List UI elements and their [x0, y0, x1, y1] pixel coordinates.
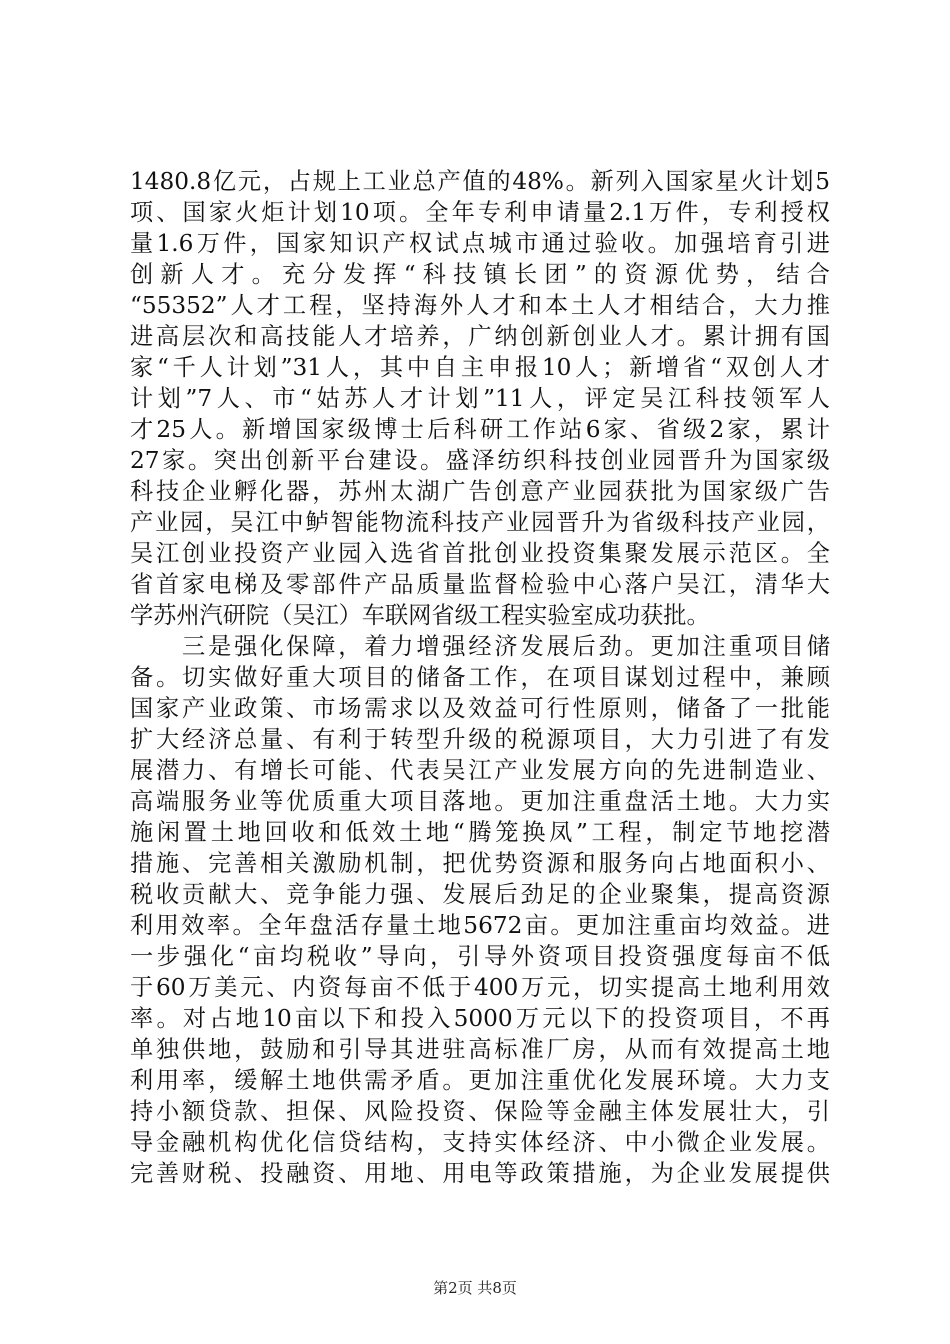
text-line: 持小额贷款、担保、风险投资、保险等金融主体发展壮大，引 [130, 1098, 830, 1125]
text-line: 吴江创业投资产业园入选省首批创业投资集聚发展示范区。全 [130, 540, 830, 567]
text-line: 项、国家火炬计划10项。全年专利申请量2.1万件，专利授权 [130, 199, 830, 226]
text-line: 国家产业政策、市场需求以及效益可行性原则，储备了一批能 [130, 695, 830, 722]
text-line: 于60万美元、内资每亩不低于400万元，切实提高土地利用效 [130, 974, 830, 1001]
text-line: 一步强化“亩均税收”导向，引导外资项目投资强度每亩不低 [130, 943, 830, 970]
text-line: 施闲置土地回收和低效土地“腾笼换凤”工程，制定节地挖潜 [130, 819, 830, 846]
text-line: 学苏州汽研院（吴江）车联网省级工程实验室成功获批。 [130, 602, 710, 629]
text-line: 省首家电梯及零部件产品质量监督检验中心落户吴江，清华大 [130, 571, 830, 598]
text-line: 展潜力、有增长可能、代表吴江产业发展方向的先进制造业、 [130, 757, 830, 784]
text-line: 27家。突出创新平台建设。盛泽纺织科技创业园晋升为国家级 [130, 447, 830, 474]
body-text [130, 166, 830, 1189]
text-line: 率。对占地10亩以下和投入5000万元以下的投资项目，不再 [130, 1005, 830, 1032]
text-line: 才25人。新增国家级博士后科研工作站6家、省级2家，累计 [130, 416, 830, 443]
text-line: 利用率，缓解土地供需矛盾。更加注重优化发展环境。大力支 [130, 1067, 830, 1094]
text-line: 量1.6万件，国家知识产权试点城市通过验收。加强培育引进 [130, 230, 830, 257]
text-line: 产业园，吴江中鲈智能物流科技产业园晋升为省级科技产业园， [130, 509, 830, 536]
text-line: 扩大经济总量、有利于转型升级的税源项目，大力引进了有发 [130, 726, 830, 753]
text-line: 备。切实做好重大项目的储备工作，在项目谋划过程中，兼顾 [130, 664, 830, 691]
text-line: 家“千人计划”31人，其中自主申报10人；新增省“双创人才 [130, 354, 830, 381]
text-line: 三是强化保障，着力增强经济发展后劲。更加注重项目储 [130, 633, 830, 660]
text-line: 高端服务业等优质重大项目落地。更加注重盘活土地。大力实 [130, 788, 830, 815]
text-line: 科技企业孵化器，苏州太湖广告创意产业园获批为国家级广告 [130, 478, 830, 505]
text-line: 1480.8亿元，占规上工业总产值的48%。新列入国家星火计划5 [130, 168, 830, 195]
text-line: 完善财税、投融资、用地、用电等政策措施，为企业发展提供 [130, 1160, 830, 1187]
text-line: 税收贡献大、竞争能力强、发展后劲足的企业聚集，提高资源 [130, 881, 830, 908]
page-footer: 第2页 共8页 [433, 1279, 517, 1297]
text-line: “55352”人才工程，坚持海外人才和本土人才相结合，大力推 [130, 292, 830, 319]
text-line: 创新人才。充分发挥“科技镇长团”的资源优势，结合 [130, 261, 830, 288]
text-line: 进高层次和高技能人才培养，广纳创新创业人才。累计拥有国 [130, 323, 830, 350]
text-line: 计划”7人、市“姑苏人才计划”11人，评定吴江科技领军人 [130, 385, 830, 412]
text-line: 利用效率。全年盘活存量土地5672亩。更加注重亩均效益。进 [130, 912, 830, 939]
text-line: 单独供地，鼓励和引导其进驻高标准厂房，从而有效提高土地 [130, 1036, 830, 1063]
text-line: 措施、完善相关激励机制，把优势资源和服务向占地面积小、 [130, 850, 830, 877]
text-line: 导金融机构优化信贷结构，支持实体经济、中小微企业发展。 [130, 1129, 830, 1156]
